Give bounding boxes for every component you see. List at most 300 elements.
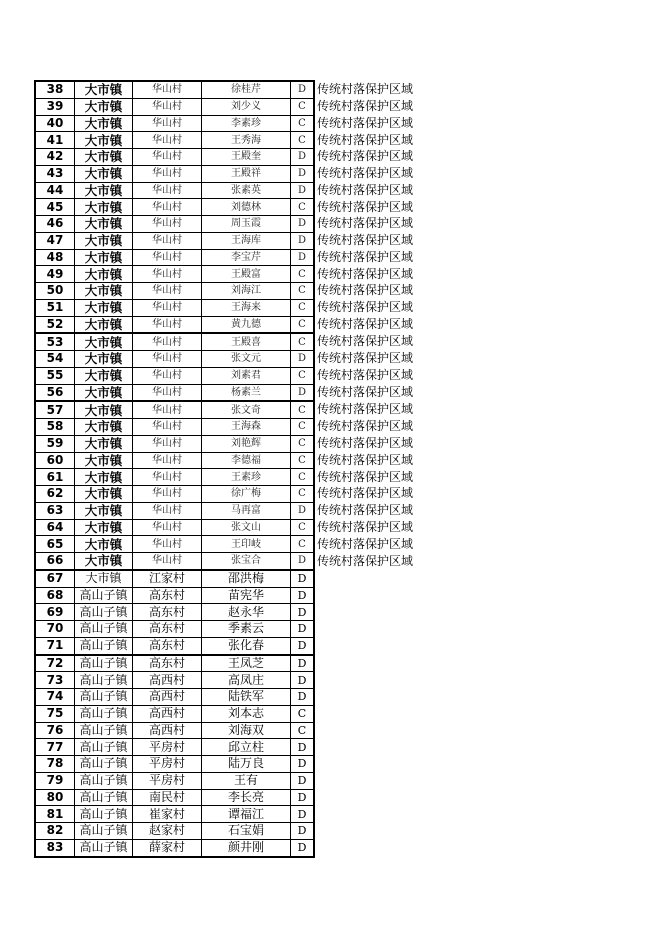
person-name-cell: 黄九德 — [202, 316, 291, 333]
note-cell — [314, 637, 428, 654]
town-cell: 高山子镇 — [75, 806, 133, 823]
town-cell: 高山子镇 — [75, 604, 133, 621]
town-cell: 高山子镇 — [75, 621, 133, 638]
note-cell — [314, 655, 428, 672]
town-cell: 高山子镇 — [75, 756, 133, 773]
grade-cell: C — [291, 722, 315, 739]
note-cell: 传统村落保护区域 — [317, 419, 414, 434]
grade-cell: D — [291, 672, 315, 689]
row-number: 73 — [35, 672, 75, 689]
row-number: 50 — [35, 283, 75, 300]
table-row — [35, 536, 428, 553]
person-name-cell: 王凤芝 — [202, 655, 291, 672]
table-row — [35, 469, 428, 486]
town-cell: 高山子镇 — [75, 705, 133, 722]
note-cell: 传统村落保护区域 — [317, 115, 414, 130]
village-cell: 华山村 — [133, 384, 202, 401]
person-name-cell: 王殿奎 — [202, 149, 291, 166]
row-number: 63 — [35, 502, 75, 519]
note-cell — [314, 823, 428, 840]
grade-cell: D — [291, 232, 315, 249]
note-cell: 传统村落保护区域 — [317, 182, 414, 197]
row-number: 72 — [35, 655, 75, 672]
note-cell: 传统村落保护区域 — [317, 469, 414, 484]
grade-cell: C — [291, 98, 315, 115]
village-cell: 华山村 — [133, 316, 202, 333]
note-cell: 传统村落保护区域 — [317, 99, 414, 114]
town-cell: 大市镇 — [75, 570, 133, 587]
note-cell: 传统村落保护区域 — [317, 519, 414, 534]
person-name-cell: 颜井刚 — [202, 839, 291, 856]
grade-cell: D — [291, 587, 315, 604]
person-name-cell: 刘德林 — [202, 199, 291, 216]
row-number: 45 — [35, 199, 75, 216]
row-number: 47 — [35, 232, 75, 249]
row-number: 64 — [35, 519, 75, 536]
note-cell — [314, 839, 428, 856]
note-cell: 传统村落保护区域 — [317, 266, 414, 281]
town-cell: 大市镇 — [75, 469, 133, 486]
village-cell: 华山村 — [133, 351, 202, 368]
person-name-cell: 石宝娟 — [202, 823, 291, 840]
grade-cell: D — [291, 756, 315, 773]
person-name-cell: 陆万良 — [202, 756, 291, 773]
note-cell: 传统村落保护区域 — [317, 334, 414, 349]
table-row — [35, 149, 428, 166]
village-cell: 华山村 — [133, 165, 202, 182]
village-cell: 华山村 — [133, 115, 202, 132]
note-cell: 传统村落保护区域 — [317, 317, 414, 332]
grade-cell: D — [291, 81, 315, 98]
person-name-cell: 王殿祥 — [202, 165, 291, 182]
table-row — [35, 81, 428, 98]
grade-cell: D — [291, 182, 315, 199]
table-row — [35, 519, 428, 536]
grade-cell: D — [291, 839, 315, 856]
village-cell: 江家村 — [133, 570, 202, 587]
note-cell: 传统村落保护区域 — [317, 82, 414, 97]
person-name-cell: 邵洪梅 — [202, 570, 291, 587]
village-cell: 华山村 — [133, 149, 202, 166]
town-cell: 高山子镇 — [75, 789, 133, 806]
village-cell: 华山村 — [133, 536, 202, 553]
town-cell: 大市镇 — [75, 266, 133, 283]
person-name-cell: 王海森 — [202, 419, 291, 436]
person-name-cell: 李德福 — [202, 452, 291, 469]
row-number: 38 — [35, 81, 75, 98]
village-cell: 高东村 — [133, 637, 202, 654]
note-cell — [314, 672, 428, 689]
roster-body — [35, 81, 428, 857]
person-name-cell: 张文奇 — [202, 401, 291, 418]
row-number: 66 — [35, 553, 75, 570]
grade-cell: D — [291, 249, 315, 266]
grade-cell: D — [291, 604, 315, 621]
town-cell: 大市镇 — [75, 419, 133, 436]
village-cell: 华山村 — [133, 469, 202, 486]
table-row — [35, 199, 428, 216]
village-cell: 华山村 — [133, 333, 202, 350]
grade-cell: D — [291, 655, 315, 672]
row-number: 53 — [35, 333, 75, 350]
note-cell: 传统村落保护区域 — [317, 368, 414, 383]
grade-cell: D — [291, 789, 315, 806]
table-row — [35, 722, 428, 739]
note-cell: 传统村落保护区域 — [317, 486, 414, 501]
note-cell — [314, 689, 428, 706]
note-cell: 传统村落保护区域 — [317, 436, 414, 451]
village-cell: 高东村 — [133, 621, 202, 638]
town-cell: 大市镇 — [75, 232, 133, 249]
grade-cell: C — [291, 519, 315, 536]
town-cell: 大市镇 — [75, 401, 133, 418]
grade-cell: D — [291, 502, 315, 519]
note-cell: 传统村落保护区域 — [317, 385, 414, 400]
note-cell: 传统村落保护区域 — [317, 166, 414, 181]
town-cell: 大市镇 — [75, 435, 133, 452]
table-row — [35, 502, 428, 519]
town-cell: 大市镇 — [75, 333, 133, 350]
grade-cell: C — [291, 316, 315, 333]
grade-cell: C — [291, 115, 315, 132]
row-number: 44 — [35, 182, 75, 199]
note-cell — [314, 739, 428, 756]
town-cell: 大市镇 — [75, 149, 133, 166]
grade-cell: D — [291, 351, 315, 368]
note-cell: 传统村落保护区域 — [317, 233, 414, 248]
note-cell — [314, 604, 428, 621]
table-row — [35, 672, 428, 689]
grade-cell: D — [291, 553, 315, 570]
note-cell: 传统村落保护区域 — [317, 503, 414, 518]
table-row — [35, 435, 428, 452]
row-number: 62 — [35, 486, 75, 503]
table-row — [35, 587, 428, 604]
grade-cell: D — [291, 689, 315, 706]
grade-cell: D — [291, 165, 315, 182]
village-cell: 高东村 — [133, 587, 202, 604]
grade-cell: C — [291, 367, 315, 384]
row-number: 65 — [35, 536, 75, 553]
town-cell: 大市镇 — [75, 316, 133, 333]
village-cell: 华山村 — [133, 283, 202, 300]
table-row — [35, 182, 428, 199]
town-cell: 大市镇 — [75, 199, 133, 216]
table-row — [35, 689, 428, 706]
person-name-cell: 刘艳辉 — [202, 435, 291, 452]
row-number: 80 — [35, 789, 75, 806]
row-number: 55 — [35, 367, 75, 384]
village-cell: 华山村 — [133, 553, 202, 570]
person-name-cell: 高凤庄 — [202, 672, 291, 689]
row-number: 61 — [35, 469, 75, 486]
grade-cell: D — [291, 806, 315, 823]
town-cell: 大市镇 — [75, 519, 133, 536]
table-row — [35, 806, 428, 823]
row-number: 67 — [35, 570, 75, 587]
village-cell: 崔家村 — [133, 806, 202, 823]
table-row — [35, 165, 428, 182]
grade-cell: C — [291, 419, 315, 436]
person-name-cell: 张文元 — [202, 351, 291, 368]
row-number: 56 — [35, 384, 75, 401]
grade-cell: D — [291, 384, 315, 401]
person-name-cell: 刘素君 — [202, 367, 291, 384]
town-cell: 大市镇 — [75, 486, 133, 503]
village-cell: 华山村 — [133, 435, 202, 452]
row-number: 49 — [35, 266, 75, 283]
town-cell: 高山子镇 — [75, 587, 133, 604]
table-row — [35, 316, 428, 333]
note-cell — [314, 722, 428, 739]
person-name-cell: 刘少义 — [202, 98, 291, 115]
grade-cell: D — [291, 216, 315, 233]
person-name-cell: 张宝合 — [202, 553, 291, 570]
town-cell: 大市镇 — [75, 536, 133, 553]
village-cell: 平房村 — [133, 756, 202, 773]
village-cell: 华山村 — [133, 401, 202, 418]
person-name-cell: 王海来 — [202, 299, 291, 316]
person-name-cell: 陆铁军 — [202, 689, 291, 706]
town-cell: 高山子镇 — [75, 823, 133, 840]
row-number: 41 — [35, 132, 75, 149]
table-row — [35, 384, 428, 401]
person-name-cell: 李宝芹 — [202, 249, 291, 266]
table-row — [35, 351, 428, 368]
row-number: 70 — [35, 621, 75, 638]
town-cell: 大市镇 — [75, 132, 133, 149]
grade-cell: C — [291, 452, 315, 469]
village-cell: 高东村 — [133, 655, 202, 672]
person-name-cell: 赵永华 — [202, 604, 291, 621]
row-number: 75 — [35, 705, 75, 722]
row-number: 43 — [35, 165, 75, 182]
roster-table — [34, 80, 429, 858]
village-cell: 华山村 — [133, 216, 202, 233]
person-name-cell: 张文山 — [202, 519, 291, 536]
note-cell: 传统村落保护区域 — [317, 132, 414, 147]
row-number: 78 — [35, 756, 75, 773]
note-cell: 传统村落保护区域 — [317, 452, 414, 467]
person-name-cell: 徐广梅 — [202, 486, 291, 503]
village-cell: 华山村 — [133, 232, 202, 249]
person-name-cell: 刘海双 — [202, 722, 291, 739]
person-name-cell: 杨素兰 — [202, 384, 291, 401]
village-cell: 高西村 — [133, 722, 202, 739]
village-cell: 华山村 — [133, 519, 202, 536]
person-name-cell: 邱立柱 — [202, 739, 291, 756]
person-name-cell: 王殿喜 — [202, 333, 291, 350]
note-cell — [314, 587, 428, 604]
row-number: 69 — [35, 604, 75, 621]
village-cell: 平房村 — [133, 739, 202, 756]
row-number: 59 — [35, 435, 75, 452]
person-name-cell: 王秀海 — [202, 132, 291, 149]
table-row — [35, 299, 428, 316]
row-number: 54 — [35, 351, 75, 368]
town-cell: 高山子镇 — [75, 722, 133, 739]
row-number: 42 — [35, 149, 75, 166]
village-cell: 南民村 — [133, 789, 202, 806]
person-name-cell: 刘海江 — [202, 283, 291, 300]
person-name-cell: 苗宪华 — [202, 587, 291, 604]
note-cell: 传统村落保护区域 — [317, 351, 414, 366]
note-cell: 传统村落保护区域 — [317, 283, 414, 298]
grade-cell: C — [291, 333, 315, 350]
person-name-cell: 马再富 — [202, 502, 291, 519]
village-cell: 高东村 — [133, 604, 202, 621]
town-cell: 大市镇 — [75, 115, 133, 132]
village-cell: 赵家村 — [133, 823, 202, 840]
row-number: 39 — [35, 98, 75, 115]
note-cell — [314, 621, 428, 638]
row-number: 58 — [35, 419, 75, 436]
grade-cell: C — [291, 486, 315, 503]
grade-cell: D — [291, 621, 315, 638]
village-cell: 华山村 — [133, 132, 202, 149]
row-number: 68 — [35, 587, 75, 604]
note-cell: 传统村落保护区域 — [317, 553, 414, 568]
grade-cell: C — [291, 536, 315, 553]
note-cell — [314, 789, 428, 806]
person-name-cell: 王素珍 — [202, 469, 291, 486]
note-cell — [314, 705, 428, 722]
row-number: 83 — [35, 839, 75, 856]
table-row — [35, 553, 428, 570]
table-row — [35, 216, 428, 233]
town-cell: 高山子镇 — [75, 637, 133, 654]
table-row — [35, 333, 428, 350]
grade-cell: D — [291, 637, 315, 654]
table-row — [35, 283, 428, 300]
table-row — [35, 401, 428, 418]
town-cell: 大市镇 — [75, 502, 133, 519]
person-name-cell: 李素珍 — [202, 115, 291, 132]
person-name-cell: 张化春 — [202, 637, 291, 654]
table-row — [35, 98, 428, 115]
table-row — [35, 249, 428, 266]
note-cell: 传统村落保护区域 — [317, 300, 414, 315]
row-number: 76 — [35, 722, 75, 739]
town-cell: 大市镇 — [75, 299, 133, 316]
person-name-cell: 李长亮 — [202, 789, 291, 806]
table-row — [35, 266, 428, 283]
village-cell: 华山村 — [133, 199, 202, 216]
grade-cell: D — [291, 823, 315, 840]
note-cell — [314, 570, 428, 587]
village-cell: 高西村 — [133, 705, 202, 722]
town-cell: 大市镇 — [75, 182, 133, 199]
town-cell: 高山子镇 — [75, 739, 133, 756]
grade-cell: C — [291, 705, 315, 722]
town-cell: 大市镇 — [75, 553, 133, 570]
town-cell: 大市镇 — [75, 81, 133, 98]
table-row — [35, 839, 428, 856]
person-name-cell: 周玉霞 — [202, 216, 291, 233]
table-row — [35, 823, 428, 840]
note-cell: 传统村落保护区域 — [317, 199, 414, 214]
village-cell: 华山村 — [133, 182, 202, 199]
table-row — [35, 789, 428, 806]
table-row — [35, 621, 428, 638]
village-cell: 华山村 — [133, 452, 202, 469]
table-row — [35, 637, 428, 654]
grade-cell: C — [291, 132, 315, 149]
note-cell: 传统村落保护区域 — [317, 536, 414, 551]
town-cell: 大市镇 — [75, 216, 133, 233]
table-row — [35, 570, 428, 587]
row-number: 77 — [35, 739, 75, 756]
grade-cell: C — [291, 299, 315, 316]
row-number: 74 — [35, 689, 75, 706]
row-number: 79 — [35, 772, 75, 789]
town-cell: 高山子镇 — [75, 689, 133, 706]
row-number: 40 — [35, 115, 75, 132]
table-row — [35, 115, 428, 132]
note-cell — [314, 772, 428, 789]
grade-cell: C — [291, 401, 315, 418]
table-row — [35, 367, 428, 384]
row-number: 46 — [35, 216, 75, 233]
town-cell: 大市镇 — [75, 384, 133, 401]
table-row — [35, 132, 428, 149]
table-row — [35, 452, 428, 469]
grade-cell: D — [291, 739, 315, 756]
table-row — [35, 486, 428, 503]
village-cell: 华山村 — [133, 299, 202, 316]
row-number: 48 — [35, 249, 75, 266]
note-cell: 传统村落保护区域 — [317, 149, 414, 164]
person-name-cell: 王殿富 — [202, 266, 291, 283]
table-row — [35, 655, 428, 672]
village-cell: 华山村 — [133, 81, 202, 98]
note-cell: 传统村落保护区域 — [317, 402, 414, 417]
table-row — [35, 772, 428, 789]
row-number: 60 — [35, 452, 75, 469]
grade-cell: C — [291, 283, 315, 300]
town-cell: 大市镇 — [75, 165, 133, 182]
row-number: 81 — [35, 806, 75, 823]
person-name-cell: 季素云 — [202, 621, 291, 638]
grade-cell: C — [291, 199, 315, 216]
town-cell: 大市镇 — [75, 452, 133, 469]
grade-cell: D — [291, 149, 315, 166]
person-name-cell: 王海库 — [202, 232, 291, 249]
village-cell: 薛家村 — [133, 839, 202, 856]
town-cell: 大市镇 — [75, 249, 133, 266]
table-row — [35, 232, 428, 249]
person-name-cell: 谭福江 — [202, 806, 291, 823]
table-row — [35, 756, 428, 773]
table-row — [35, 419, 428, 436]
table-row — [35, 705, 428, 722]
table-row — [35, 739, 428, 756]
note-cell: 传统村落保护区域 — [317, 216, 414, 231]
grade-cell: D — [291, 772, 315, 789]
town-cell: 大市镇 — [75, 283, 133, 300]
village-cell: 华山村 — [133, 502, 202, 519]
person-name-cell: 刘本志 — [202, 705, 291, 722]
row-number: 52 — [35, 316, 75, 333]
village-cell: 华山村 — [133, 266, 202, 283]
person-name-cell: 张素英 — [202, 182, 291, 199]
note-cell: 传统村落保护区域 — [317, 249, 414, 264]
town-cell: 大市镇 — [75, 98, 133, 115]
grade-cell: D — [291, 570, 315, 587]
village-cell: 平房村 — [133, 772, 202, 789]
grade-cell: C — [291, 266, 315, 283]
table-row — [35, 604, 428, 621]
